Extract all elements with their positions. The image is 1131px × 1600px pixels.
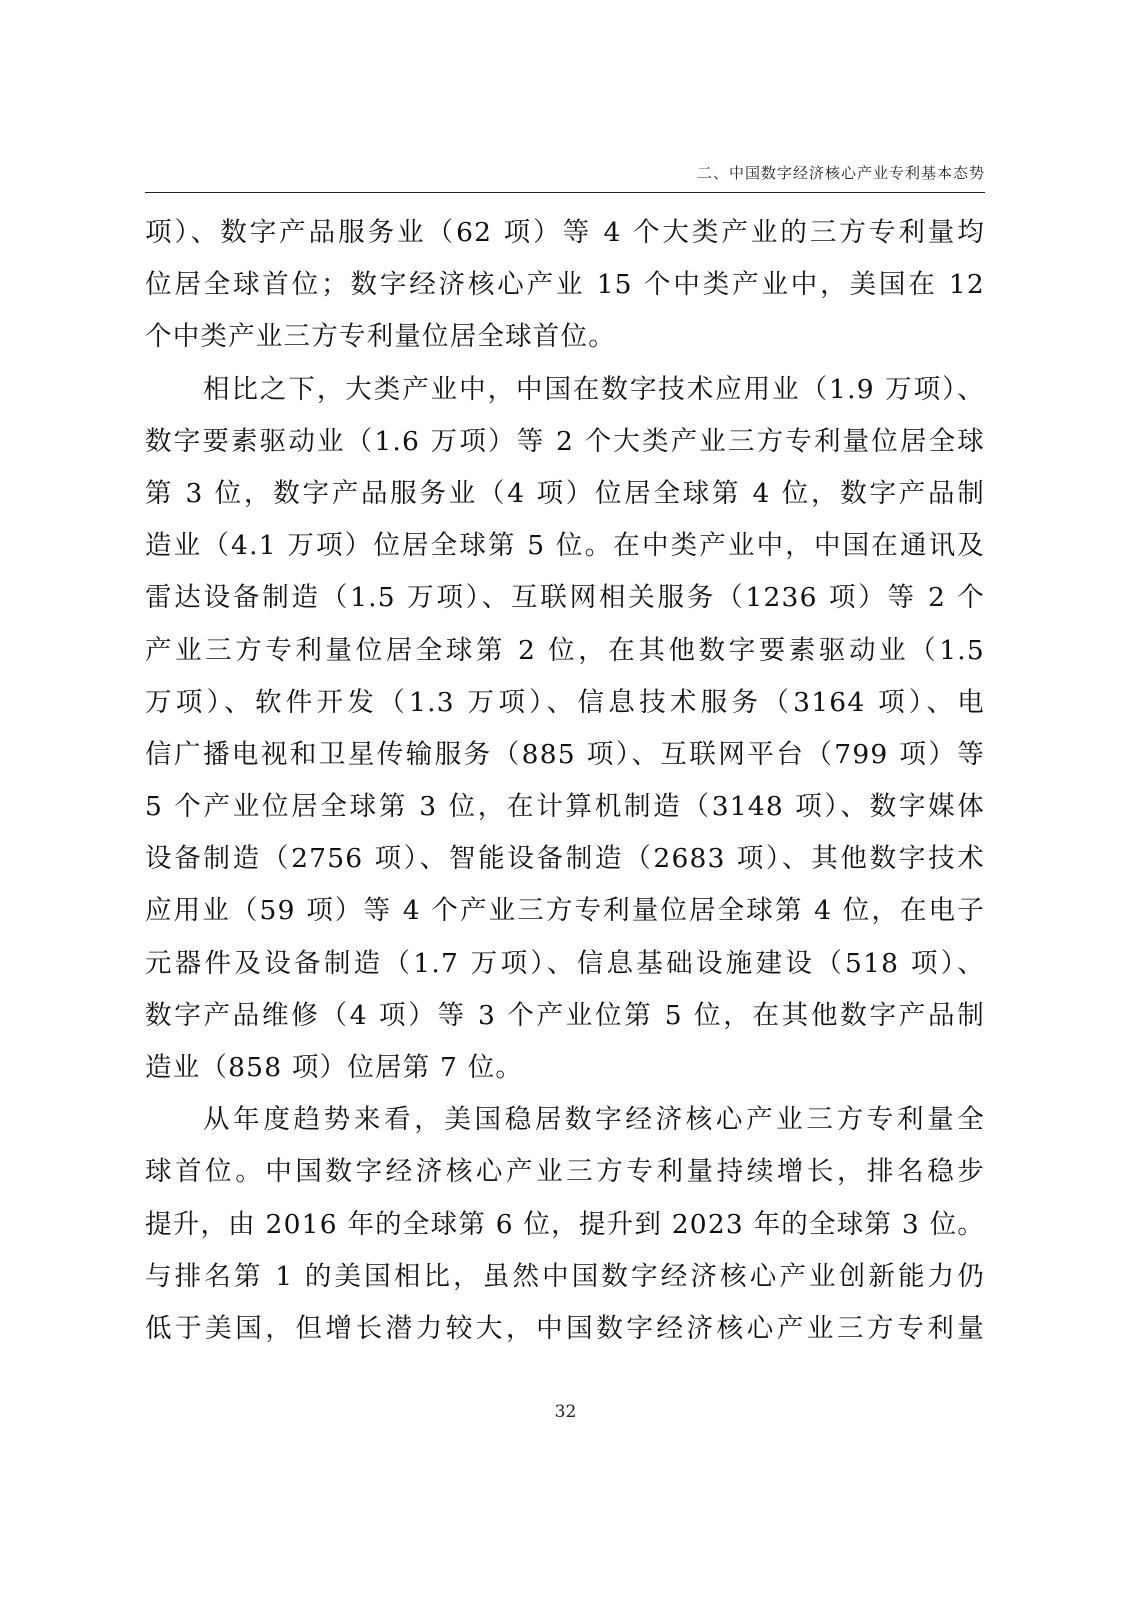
- text-line: 数字产品维修（4 项）等 3 个产业位第 5 位，在其他数字产品制: [145, 999, 985, 1031]
- text-line: 造业（858 项）位居第 7 位。: [145, 1052, 524, 1083]
- text-line: 低于美国，但增长潜力较大，中国数字经济核心产业三方专利量: [145, 1312, 985, 1344]
- text-line: 提升，由 2016 年的全球第 6 位，提升到 2023 年的全球第 3 位。: [145, 1208, 985, 1240]
- body-text: [145, 207, 985, 1355]
- text-line: 设备制造（2756 项）、智能设备制造（2683 项）、其他数字技术: [145, 843, 985, 875]
- text-line: 数字要素驱动业（1.6 万项）等 2 个大类产业三方专利量位居全球: [145, 425, 985, 457]
- text-line: 雷达设备制造（1.5 万项）、互联网相关服务（1236 项）等 2 个: [145, 582, 985, 614]
- running-header-title: 二、中国数字经济核心产业专利基本态势: [696, 164, 985, 182]
- running-header: [145, 158, 985, 193]
- text-line: 球首位。中国数字经济核心产业三方专利量持续增长，排名稳步: [145, 1156, 985, 1188]
- text-line: 造业（4.1 万项）位居全球第 5 位。在中类产业中，中国在通讯及: [145, 530, 985, 562]
- text-line: 从年度趋势来看，美国稳居数字经济核心产业三方专利量全: [203, 1104, 985, 1136]
- page-number: 32: [554, 1402, 577, 1422]
- paragraph: [145, 207, 985, 364]
- text-line: 个中类产业三方专利量位居全球首位。: [145, 321, 616, 353]
- text-line: 位居全球首位；数字经济核心产业 15 个中类产业中，美国在 12: [145, 269, 985, 301]
- text-line: 信广播电视和卫星传输服务（885 项）、互联网平台（799 项）等: [145, 738, 985, 770]
- text-line: 万项）、软件开发（1.3 万项）、信息技术服务（3164 项）、电: [145, 686, 985, 718]
- text-line: 第 3 位，数字产品服务业（4 项）位居全球第 4 位，数字产品制: [145, 477, 985, 509]
- text-line: 5 个产业位居全球第 3 位，在计算机制造（3148 项）、数字媒体: [145, 791, 985, 823]
- text-line: 项）、数字产品服务业（62 项）等 4 个大类产业的三方专利量均: [145, 217, 985, 248]
- text-line: 元器件及设备制造（1.7 万项）、信息基础设施建设（518 项）、: [145, 947, 985, 979]
- paragraph: [145, 1094, 985, 1355]
- text-line: 应用业（59 项）等 4 个产业三方专利量位居全球第 4 位，在电子: [145, 895, 985, 927]
- text-line: 产业三方专利量位居全球第 2 位，在其他数字要素驱动业（1.5: [145, 634, 985, 666]
- paragraph: [145, 364, 985, 1095]
- text-line: 相比之下，大类产业中，中国在数字技术应用业（1.9 万项）、: [203, 373, 985, 405]
- text-line: 与排名第 1 的美国相比，虽然中国数字经济核心产业创新能力仍: [145, 1260, 985, 1292]
